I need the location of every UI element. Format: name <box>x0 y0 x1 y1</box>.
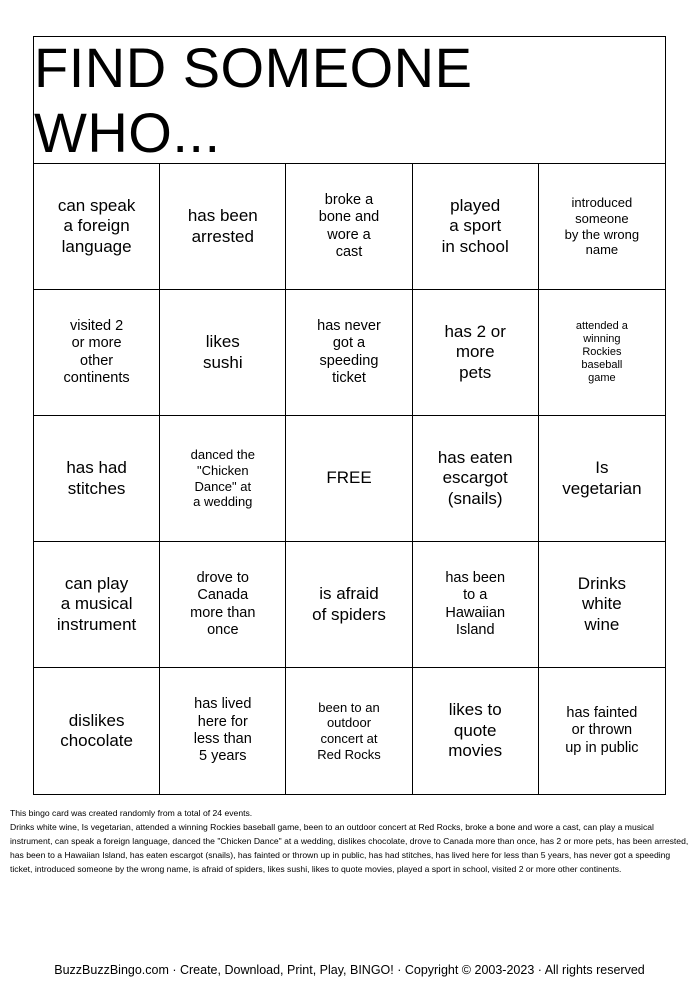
bingo-cell: visited 2 or more other continents <box>34 290 160 416</box>
bingo-cell: has 2 or more pets <box>413 290 539 416</box>
bingo-cell: has been to a Hawaiian Island <box>413 542 539 668</box>
bingo-cell: has had stitches <box>34 416 160 542</box>
bingo-cell: has lived here for less than 5 years <box>160 668 286 794</box>
bingo-cell: is afraid of spiders <box>286 542 412 668</box>
bingo-cell: Drinks white wine <box>539 542 665 668</box>
bingo-cell: likes sushi <box>160 290 286 416</box>
bingo-cell: danced the "Chicken Dance" at a wedding <box>160 416 286 542</box>
info-summary: This bingo card was created randomly from a total of 24 events. <box>10 808 253 818</box>
bingo-cell: attended a winning Rockies baseball game <box>539 290 665 416</box>
bingo-cell: can play a musical instrument <box>34 542 160 668</box>
bingo-card <box>33 36 666 795</box>
bingo-cell: drove to Canada more than once <box>160 542 286 668</box>
bingo-cell: Is vegetarian <box>539 416 665 542</box>
bingo-cell: been to an outdoor concert at Red Rocks <box>286 668 412 794</box>
card-info <box>10 806 690 876</box>
card-title: FIND SOMEONE WHO... <box>34 37 665 164</box>
info-event-list: Drinks white wine, Is vegetarian, attended a winning Rockies baseball game, been to an outdoor concert at Red Rocks, broke a bone and wore a cast, can play a musical instrument, can speak a foreign language, danced the "Chicken Dance" at a wedding, dislikes chocolate, drove to Canada more than once, has 2 or more pets, has been arrested, has been to a Hawaiian Island, has eaten escargot (snails), has fainted or thrown up in public, has had stitches, has lived here for less than 5 years, has never got a speeding ticket, introduced someone by the wrong name, is afraid of spiders, likes sushi, likes to quote movies, played a sport in school, visited 2 or more other continents. <box>10 822 689 874</box>
bingo-cell: can speak a foreign language <box>34 164 160 290</box>
bingo-cell: introduced someone by the wrong name <box>539 164 665 290</box>
bingo-cell: likes to quote movies <box>413 668 539 794</box>
bingo-cell: played a sport in school <box>413 164 539 290</box>
bingo-cell: dislikes chocolate <box>34 668 160 794</box>
free-space-cell: FREE <box>286 416 412 542</box>
bingo-grid <box>34 164 665 794</box>
footer-copyright: BuzzBuzzBingo.com · Create, Download, Print, Play, BINGO! · Copyright © 2003-2023 · All rights reserved <box>54 963 645 977</box>
bingo-cell: has been arrested <box>160 164 286 290</box>
bingo-cell: broke a bone and wore a cast <box>286 164 412 290</box>
bingo-cell: has never got a speeding ticket <box>286 290 412 416</box>
bingo-cell: has fainted or thrown up in public <box>565 704 639 756</box>
bingo-cell: has eaten escargot (snails) <box>413 416 539 542</box>
